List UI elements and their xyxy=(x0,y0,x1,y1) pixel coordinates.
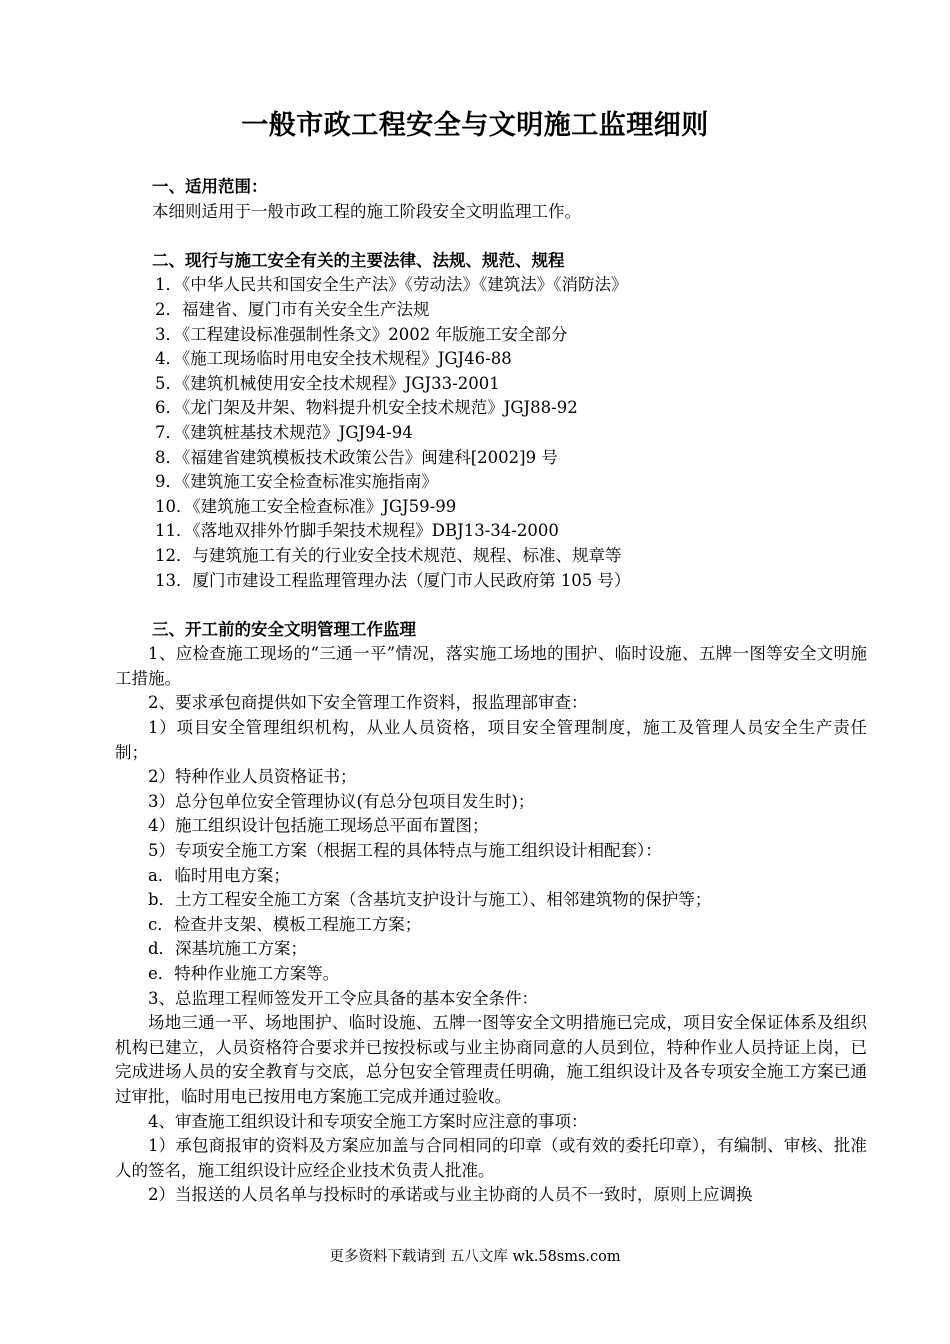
law-list-item: 9．《建筑施工安全检查标准实施指南》 xyxy=(155,472,438,492)
law-list-item: 7．《建筑桩基技术规范》JGJ94-94 xyxy=(155,422,413,442)
paragraph: b．土方工程安全施工方案（含基坑支护设计与施工）、相邻建筑物的保护等； xyxy=(148,890,712,910)
paragraph: 4、审查施工组织设计和专项安全施工方案时应注意的事项： xyxy=(148,1111,588,1131)
paragraph: c．检查井支架、模板工程施工方案； xyxy=(148,914,422,934)
section-1-text: 本细则适用于一般市政工程的施工阶段安全文明监理工作。 xyxy=(152,201,581,221)
paragraph: 4）施工组织设计包括施工现场总平面布置图； xyxy=(148,816,489,836)
paragraph: 1）承包商报审的资料及方案应加盖与合同相同的印章（或有效的委托印章），有编制、审核、批准人的签名，施工组织设计应经企业技术负责人批准。 xyxy=(115,1136,867,1180)
law-list-item: 4．《施工现场临时用电安全技术规程》JGJ46-88 xyxy=(155,349,512,369)
paragraph: e．特种作业施工方案等。 xyxy=(148,964,340,983)
section-1-heading: 一、适用范围： xyxy=(152,177,268,196)
paragraph: d．深基坑施工方案； xyxy=(148,939,308,959)
law-list-item: 3．《工程建设标准强制性条文》2002 年版施工安全部分 xyxy=(155,324,568,344)
law-list-item: 13．厦门市建设工程监理管理办法（厦门市人民政府第 105 号） xyxy=(155,570,631,590)
law-list-item: 2．福建省、厦门市有关安全生产法规 xyxy=(155,299,430,319)
document-body xyxy=(115,175,867,1208)
document-title: 一般市政工程安全与文明施工监理细则 xyxy=(241,110,709,141)
law-list-item: 8．《福建省建筑模板技术政策公告》闽建科[2002]9 号 xyxy=(155,447,558,467)
page-footer: 更多资料下载请到 五八文库 wk.58sms.com xyxy=(329,1249,621,1265)
spacer xyxy=(115,593,867,618)
paragraph: 3）总分包单位安全管理协议(有总分包项目发生时)； xyxy=(148,791,535,811)
law-list-item: 6．《龙门架及井架、物料提升机安全技术规范》JGJ88-92 xyxy=(155,398,578,418)
spacer xyxy=(115,224,867,249)
law-list-item: 1．《中华人民共和国安全生产法》《劳动法》《建筑法》《消防法》 xyxy=(155,275,628,295)
law-list-item: 11．《落地双排外竹脚手架技术规程》DBJ13-34-2000 xyxy=(155,521,559,541)
law-list-item: 10．《建筑施工安全检查标准》JGJ59-99 xyxy=(155,496,457,516)
paragraph: 场地三通一平、场地围护、临时设施、五牌一图等安全文明措施已完成，项目安全保证体系及组织机构已建立，人员资格符合要求并已按投标或与业主协商同意的人员到位，特种作业人员持证上岗，已完成进场人员的安全教育与交底，总分包安全管理责任明确，施工组织设计及各专项安全施工方案已通过审批，临时用电已按用电方案施工完成并通过验收。 xyxy=(115,1013,867,1106)
law-list-item: 12．与建筑施工有关的行业安全技术规范、规程、标准、规章等 xyxy=(155,545,622,565)
law-list-item: 5．《建筑机械使用安全技术规程》JGJ33-2001 xyxy=(155,373,500,393)
paragraph: 1、应检查施工现场的“三通一平”情况，落实施工场地的围护、临时设施、五牌一图等安全文明施工措施。 xyxy=(115,644,867,688)
paragraph: 5）专项安全施工方案（根据工程的具体特点与施工组织设计相配套）： xyxy=(148,841,662,861)
paragraph: 2、要求承包商提供如下安全管理工作资料，报监理部审查： xyxy=(148,693,588,713)
paragraph: 1）项目安全管理组织机构，从业人员资格，项目安全管理制度，施工及管理人员安全生产责任制； xyxy=(115,718,867,762)
paragraph: 2）当报送的人员名单与投标时的承诺或与业主协商的人员不一致时，原则上应调换 xyxy=(148,1185,753,1205)
section-2-heading: 二、现行与施工安全有关的主要法律、法规、规范、规程 xyxy=(152,250,565,270)
section-3-heading: 三、开工前的安全文明管理工作监理 xyxy=(152,619,416,639)
paragraph: 3、总监理工程师签发开工令应具备的基本安全条件： xyxy=(148,988,538,1008)
paragraph: 2）特种作业人员资格证书； xyxy=(148,767,357,787)
paragraph: a．临时用电方案； xyxy=(148,865,290,885)
